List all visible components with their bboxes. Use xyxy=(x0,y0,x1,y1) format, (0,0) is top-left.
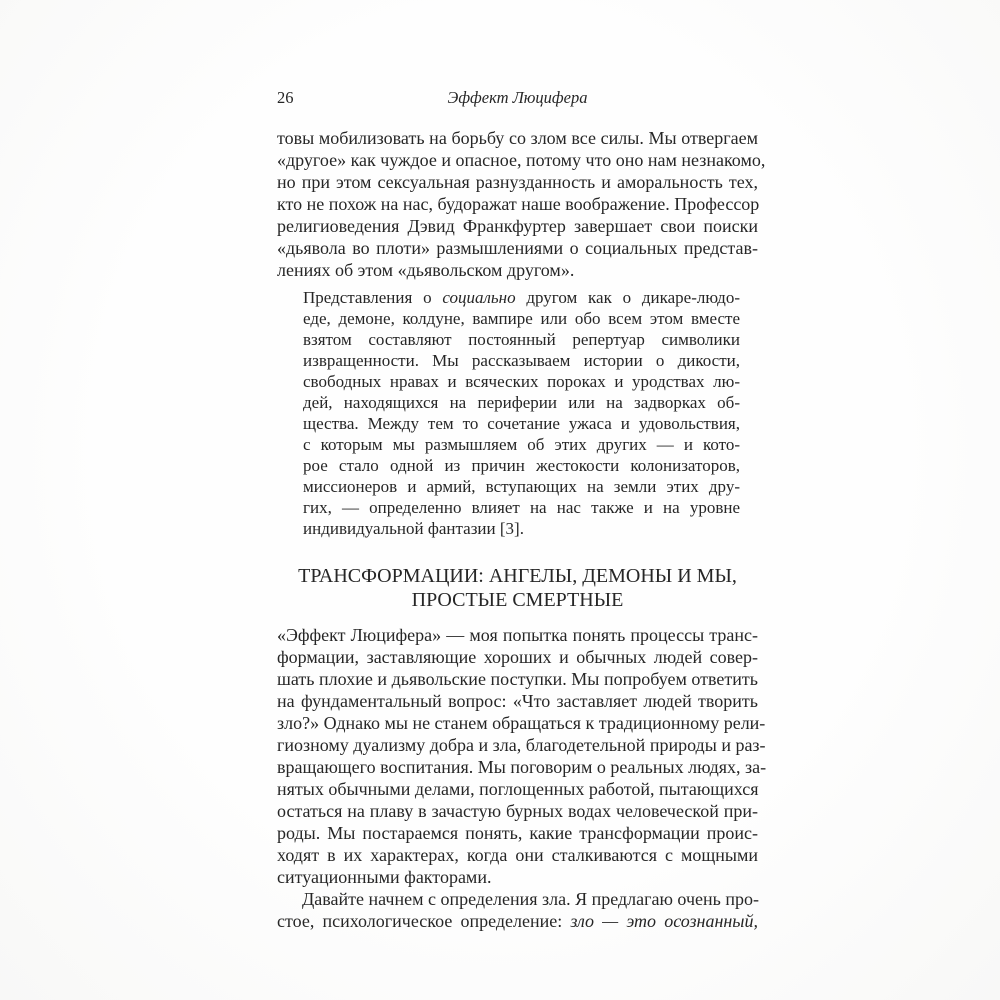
text-line: извращенности. Мы рассказываем истории о дикости, xyxy=(303,351,740,370)
paragraph-2 xyxy=(277,624,767,888)
text-line: щества. Между тем то сочетание ужаса и удовольствия, xyxy=(303,414,740,433)
text-line: вращающего воспитания. Мы поговорим о реальных людях, за- xyxy=(277,757,767,777)
text-line: но при этом сексуальная разнузданность и аморальность тех, xyxy=(277,172,758,192)
text-line: с которым мы размышляем об этих других — и кото- xyxy=(303,435,740,454)
text-line: взятом составляют постоянный репертуар символики xyxy=(303,330,740,349)
page-header xyxy=(277,88,758,108)
text-line: Представления о социально другом как о дикаре-людо- xyxy=(303,288,740,307)
paragraph-3 xyxy=(277,888,758,932)
text-line: товы мобилизовать на борьбу со злом все силы. Мы отвергаем xyxy=(277,128,758,148)
running-head: Эффект Люцифера xyxy=(447,88,588,107)
text-line: дей, находящихся на периферии или на задворках об- xyxy=(303,393,740,412)
heading-line: ПРОСТЫЕ СМЕРТНЫЕ xyxy=(411,589,624,611)
text-line: формации, заставляющие хороших и обычных людей совер- xyxy=(277,647,758,667)
text-line: свободных нравах и всяческих пороках и уродствах лю- xyxy=(303,372,740,391)
text-block xyxy=(277,0,767,1000)
text-line: остаться на плаву в зачастую бурных водах человеческой при- xyxy=(277,801,758,821)
text-line: «Эффект Люцифера» — моя попытка понять процессы транс- xyxy=(277,625,758,645)
section-heading xyxy=(277,564,758,612)
text-line: гих, — определенно влияет на нас также и на уровне xyxy=(303,498,740,517)
text-line: зло?» Однако мы не станем обращаться к традиционному рели- xyxy=(277,713,766,733)
text-line: религиоведения Дэвид Франкфуртер завершает свои поиски xyxy=(277,216,758,236)
text-line: нятых обычными делами, поглощенных работой, пытающихся xyxy=(277,779,759,799)
text-line: «другое» как чуждое и опасное, потому что оно нам незнакомо, xyxy=(277,150,766,170)
text-line: кто не похож на нас, будоражат наше воображение. Профессор xyxy=(277,194,760,214)
text-line: шать плохие и дьявольские поступки. Мы попробуем ответить xyxy=(277,669,758,689)
text-line: «дьявола во плоти» размышлениями о социальных представ- xyxy=(277,238,758,258)
text-line: лениях об этом «дьявольском другом». xyxy=(277,260,575,280)
text-line: ситуационными факторами. xyxy=(277,867,492,887)
block-quote xyxy=(303,287,740,539)
text-line: Давайте начнем с определения зла. Я предлагаю очень про- xyxy=(302,889,759,909)
text-line: еде, демоне, колдуне, вампире или обо всем этом вместе xyxy=(303,309,740,328)
paragraph-1 xyxy=(277,127,766,281)
text-line: миссионеров и армий, вступающих на земли этих дру- xyxy=(303,477,740,496)
text-line: на фундаментальный вопрос: «Что заставляет людей творить xyxy=(277,691,758,711)
text-line: индивидуальной фантазии [3]. xyxy=(303,519,524,538)
text-line: стое, психологическое определение: зло — это осознанный, xyxy=(277,911,758,931)
page-number: 26 xyxy=(277,88,294,107)
text-line: гиозному дуализму добра и зла, благодетельной природы и раз- xyxy=(277,735,766,755)
text-line: ходят в их характерах, когда они сталкиваются с мощными xyxy=(277,845,758,865)
heading-line: ТРАНСФОРМАЦИИ: АНГЕЛЫ, ДЕМОНЫ И МЫ, xyxy=(298,565,737,587)
text-line: рое стало одной из причин жестокости колонизаторов, xyxy=(303,456,740,475)
text-line: роды. Мы постараемся понять, какие трансформации проис- xyxy=(277,823,758,843)
